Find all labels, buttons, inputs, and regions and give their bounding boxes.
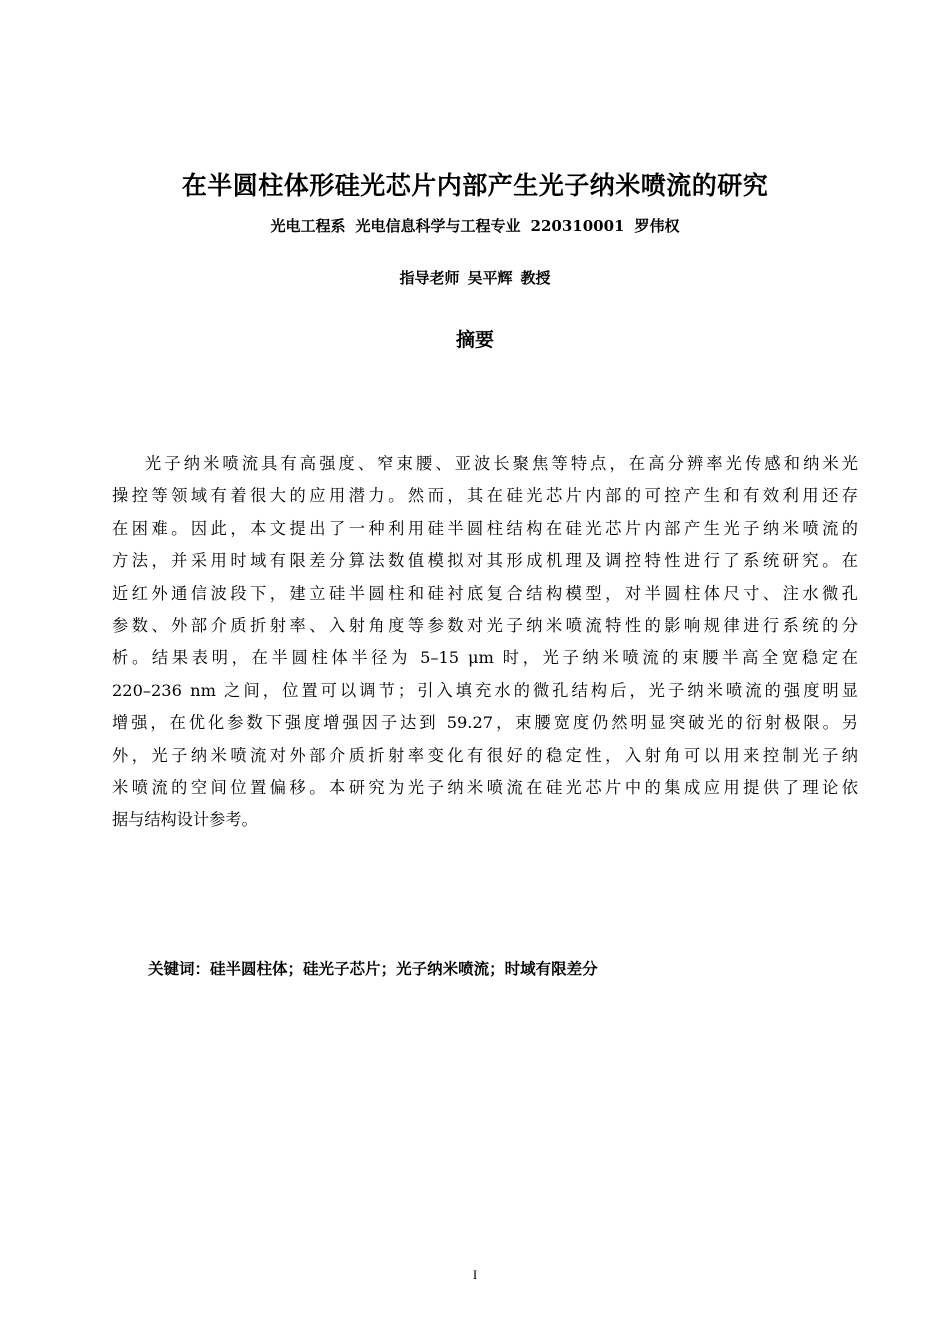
keyword-separator: ； [380, 960, 397, 978]
abstract-line: 220–236 nm 之间，位置可以调节；引入填充水的微孔结构后，光子纳米喷流的强度明显 [112, 680, 858, 700]
document-title: 在半圆柱体形硅光芯片内部产生光子纳米喷流的研究 [181, 171, 769, 200]
abstract-line: 增强，在优化参数下强度增强因子达到 59.27，束腰宽度仍然明显突破光的衍射极限。另 [112, 713, 858, 733]
page-number: I [472, 1267, 478, 1282]
advisor-label: 指导老师 [399, 269, 460, 287]
keyword-item: 光子纳米喷流 [396, 960, 490, 978]
advisor-title: 教授 [520, 269, 551, 287]
advisor-line [0, 266, 950, 290]
author-line [0, 214, 950, 238]
keyword-item: 时域有限差分 [504, 960, 598, 978]
abstract-body [112, 448, 858, 837]
abstract-line: 米喷流的空间位置偏移。本研究为光子纳米喷流在硅光芯片中的集成应用提供了理论依 [112, 777, 858, 797]
author-name: 罗伟权 [634, 217, 680, 235]
abstract-line: 外，光子纳米喷流对外部介质折射率变化有很好的稳定性，入射角可以用来控制光子纳 [112, 745, 858, 765]
author-student-id: 220310001 [530, 217, 625, 235]
keywords-label: 关键词： [148, 960, 211, 978]
abstract-line: 操控等领域有着很大的应用潜力。然而，其在硅光芯片内部的可控产生和有效利用还存 [112, 486, 858, 506]
keyword-separator: ； [287, 960, 304, 978]
abstract-line: 在困难。因此，本文提出了一种利用硅半圆柱结构在硅光芯片内部产生光子纳米喷流的 [112, 518, 858, 538]
abstract-line: 方法，并采用时域有限差分算法数值模拟对其形成机理及调控特性进行了系统研究。在 [112, 551, 858, 571]
abstract-line: 光子纳米喷流具有高强度、窄束腰、亚波长聚焦等特点，在高分辨率光传感和纳米光 [145, 454, 858, 473]
abstract-line: 据与结构设计参考。 [112, 810, 258, 830]
keywords-line [148, 956, 848, 982]
author-major: 光电信息科学与工程专业 [355, 217, 521, 235]
abstract-line: 析。结果表明，在半圆柱体半径为 5–15 μm 时，光子纳米喷流的束腰半高全宽稳定在 [112, 648, 858, 668]
abstract-line: 参数、外部介质折射率、入射角度等参数对光子纳米喷流特性的影响规律进行系统的分 [112, 615, 858, 635]
keyword-item: 硅半圆柱体 [210, 960, 288, 978]
keyword-separator: ； [489, 960, 505, 978]
keyword-item: 硅光子芯片 [303, 960, 381, 978]
abstract-line: 近红外通信波段下，建立硅半圆柱和硅衬底复合结构模型，对半圆柱体尺寸、注水微孔 [112, 583, 858, 603]
abstract-heading: 摘要 [455, 329, 494, 351]
author-department: 光电工程系 [270, 217, 346, 235]
advisor-name: 吴平辉 [467, 269, 513, 287]
